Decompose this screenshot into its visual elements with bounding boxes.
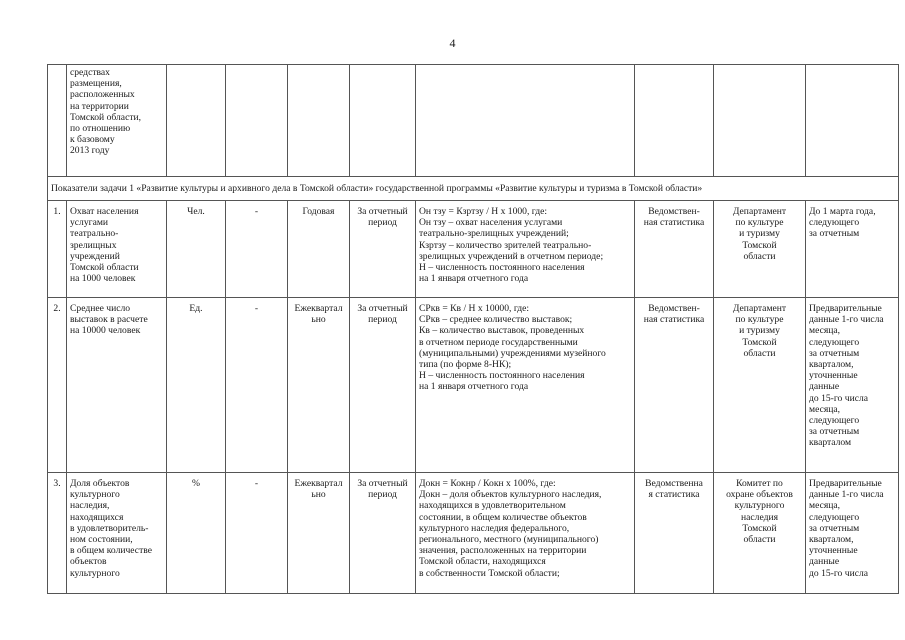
cell-direction: - [226, 473, 288, 594]
cell-formula [416, 473, 635, 594]
cell-text-line: Томской [742, 522, 777, 534]
cell-text-line: кварталом, [809, 359, 854, 371]
cell-text-line: До 1 марта года, [809, 206, 876, 217]
cell-text-line: данные [809, 381, 840, 393]
cell-text-line: по культуре [735, 314, 784, 326]
cell-text-line: к базовому [70, 134, 115, 146]
cell-text-line: за отчетным [809, 347, 860, 359]
table-row [48, 473, 899, 594]
cell-text-line: услугами [70, 217, 109, 229]
cell-unit [167, 65, 226, 177]
cell-text-line: (муниципальными) учреждениями музейного [419, 347, 606, 359]
cell-text-line: Кзртзу – количество зрителей театрально- [419, 239, 592, 251]
table-row [48, 65, 899, 177]
cell-text-line: уточненные [809, 545, 858, 557]
section-header: Показатели задачи 1 «Развитие культуры и архивного дела в Томской области» государственной программы «Развитие культуры и туризма в Томской области» [48, 177, 899, 201]
cell-text-line: ном состоянии, [70, 534, 133, 546]
cell-text-line: Томской [742, 336, 777, 348]
cell-text-line: типа (по форме 8-НК); [419, 359, 512, 371]
cell-text-line: учреждений [70, 250, 120, 262]
cell-method [635, 65, 714, 177]
cell-text-line: следующего [809, 217, 860, 229]
cell-text-line: Он тзу – охват населения услугами [419, 217, 563, 229]
cell-period [350, 65, 416, 177]
cell-period [350, 201, 416, 298]
cell-text-line: период [368, 489, 397, 501]
cell-text-line: за отчетным [809, 228, 860, 240]
cell-unit: Ед. [167, 298, 226, 473]
cell-text-line: театрально- [70, 228, 119, 240]
cell-responsible [714, 65, 806, 177]
cell-text-line: Томской области, [70, 111, 142, 123]
cell-text-line: Н – численность постоянного населения [419, 370, 585, 382]
cell-text-line: ная статистика [643, 217, 705, 229]
cell-text-line: я статистика [648, 489, 700, 501]
cell-text-line: Среднее число [70, 303, 131, 314]
cell-num [48, 65, 67, 177]
cell-text-line: по культуре [735, 217, 784, 229]
cell-indicator [67, 473, 167, 594]
cell-deadline [806, 473, 899, 594]
cell-text-line: Ведомственна [645, 478, 703, 489]
cell-text-line: Комитет по [736, 478, 783, 489]
cell-frequency [288, 473, 350, 594]
cell-text-line: зрелищных [70, 239, 117, 251]
cell-text-line: регионального, местного (муниципального) [419, 534, 599, 546]
cell-text-line: культурного [70, 567, 120, 579]
cell-text-line: данные [809, 556, 840, 568]
cell-text-line: месяца, [809, 500, 841, 512]
cell-text-line: находящихся [70, 511, 124, 523]
cell-period [350, 473, 416, 594]
cell-formula [416, 201, 635, 298]
cell-deadline [806, 201, 899, 298]
cell-text-line: области [743, 250, 776, 262]
indicators-table [47, 64, 899, 594]
cell-text-line: Томской области [70, 262, 139, 274]
cell-text-line: данные 1-го числа [809, 489, 884, 501]
cell-text-line: на территории [70, 100, 129, 112]
cell-text-line: Ежеквартал [294, 303, 343, 314]
cell-text-line: кварталом [809, 437, 852, 449]
row-number: 2. [48, 298, 67, 473]
cell-text-line: уточненные [809, 370, 858, 382]
cell-deadline [806, 298, 899, 473]
cell-responsible [714, 201, 806, 298]
cell-direction [226, 65, 288, 177]
cell-text-line: Н – численность постоянного населения [419, 262, 585, 274]
cell-text-line: Предварительные [809, 478, 882, 489]
cell-text-line: Ведомствен- [648, 206, 700, 217]
cell-indicator [67, 201, 167, 298]
cell-unit: % [167, 473, 226, 594]
cell-text-line: и туризму [739, 228, 780, 240]
cell-text-line: выставок в расчете [70, 314, 148, 326]
cell-text-line: на 1000 человек [70, 273, 136, 285]
cell-text-line: Ежеквартал [294, 478, 343, 489]
cell-text-line: следующего [809, 511, 860, 523]
page-number: 4 [449, 36, 456, 50]
table-row [48, 298, 899, 473]
cell-text-line: месяца, [809, 325, 841, 337]
cell-text-line: за отчетным [809, 522, 860, 534]
cell-text-line: до 15-го числа [809, 567, 869, 579]
cell-text-line: период [368, 217, 397, 229]
cell-text-line: За отчетный [357, 303, 408, 314]
cell-direction: - [226, 298, 288, 473]
cell-formula [416, 298, 635, 473]
cell-text-line: кварталом, [809, 534, 854, 546]
cell-text-line: Кв – количество выставок, проведенных [419, 325, 585, 337]
cell-text-line: месяца, [809, 403, 841, 415]
cell-text-line: на 1 января отчетного года [419, 381, 529, 393]
cell-text-line: Томской [742, 239, 777, 251]
cell-period [350, 298, 416, 473]
cell-frequency [288, 65, 350, 177]
section-header-row [48, 177, 899, 201]
cell-text-line: ьно [311, 489, 326, 501]
cell-text-line: до 15-го числа [809, 392, 869, 404]
cell-text-line: ная статистика [643, 314, 705, 326]
cell-text-line: в удовлетворитель- [70, 522, 149, 534]
row-number: 3. [48, 473, 67, 594]
cell-formula [416, 65, 635, 177]
cell-text-line: объектов [70, 556, 107, 568]
cell-method [635, 298, 714, 473]
cell-text-line: размещения, [70, 78, 122, 90]
cell-text-line: в собственности Томской области; [419, 567, 560, 579]
cell-responsible [714, 473, 806, 594]
cell-unit: Чел. [167, 201, 226, 298]
cell-text-line: культурного наследия федерального, [419, 522, 570, 534]
cell-indicator [67, 65, 167, 177]
cell-text-line: Докн = Кокнр / Кокн x 100%, где: [419, 478, 556, 489]
table-row [48, 201, 899, 298]
cell-method [635, 201, 714, 298]
cell-text-line: культурного [70, 489, 120, 501]
cell-text-line: в общем количестве [70, 545, 152, 557]
cell-text-line: Департамент [732, 303, 787, 314]
cell-text-line: состоянии, в общем количестве объектов [419, 511, 587, 523]
cell-text-line: расположенных [70, 89, 135, 101]
cell-text-line: области [743, 347, 776, 359]
cell-text-line: значения, расположенных на территории [419, 545, 587, 557]
cell-indicator [67, 298, 167, 473]
cell-text-line: Годовая [302, 206, 335, 217]
cell-text-line: на 10000 человек [70, 325, 141, 337]
cell-text-line: находящихся в удовлетворительном [419, 500, 566, 512]
cell-text-line: наследия, [70, 500, 110, 512]
cell-text-line: Департамент [732, 206, 787, 217]
cell-text-line: театрально-зрелищных учреждений; [419, 228, 569, 240]
cell-text-line: Предварительные [809, 303, 882, 314]
cell-text-line: по отношению [70, 123, 131, 135]
cell-text-line: области [743, 534, 776, 546]
cell-method [635, 473, 714, 594]
cell-text-line: Охват населения [70, 206, 139, 217]
cell-frequency [288, 201, 350, 298]
cell-text-line: зрелищных учреждений в отчетном периоде; [419, 250, 604, 262]
cell-text-line: СРкв = Кв / Н x 10000, где: [419, 303, 530, 314]
cell-text-line: культурного [734, 500, 785, 512]
cell-text-line: средствах [70, 67, 110, 78]
cell-text-line: Докн – доля объектов культурного наследия, [419, 489, 602, 501]
cell-text-line: СРкв – среднее количество выставок; [419, 314, 573, 326]
cell-deadline [806, 65, 899, 177]
cell-responsible [714, 298, 806, 473]
cell-frequency [288, 298, 350, 473]
cell-text-line: Доля объектов [70, 478, 130, 489]
cell-text-line: за отчетным [809, 426, 860, 438]
cell-text-line: Он тзу = Кзртзу / Н x 1000, где: [419, 206, 548, 217]
cell-text-line: на 1 января отчетного года [419, 273, 529, 285]
cell-text-line: следующего [809, 336, 860, 348]
cell-direction: - [226, 201, 288, 298]
cell-text-line: период [368, 314, 397, 326]
cell-text-line: наследия [741, 511, 778, 523]
cell-text-line: 2013 году [70, 145, 110, 157]
cell-text-line: Ведомствен- [648, 303, 700, 314]
cell-text-line: в отчетном периоде государственными [419, 336, 578, 348]
cell-text-line: следующего [809, 415, 860, 427]
cell-text-line: За отчетный [357, 478, 408, 489]
cell-text-line: За отчетный [357, 206, 408, 217]
cell-text-line: данные 1-го числа [809, 314, 884, 326]
row-number: 1. [48, 201, 67, 298]
cell-text-line: Томской области, находящихся [419, 556, 546, 568]
cell-text-line: ьно [311, 314, 326, 326]
cell-text-line: и туризму [739, 325, 780, 337]
cell-text-line: охране объектов [726, 489, 793, 501]
